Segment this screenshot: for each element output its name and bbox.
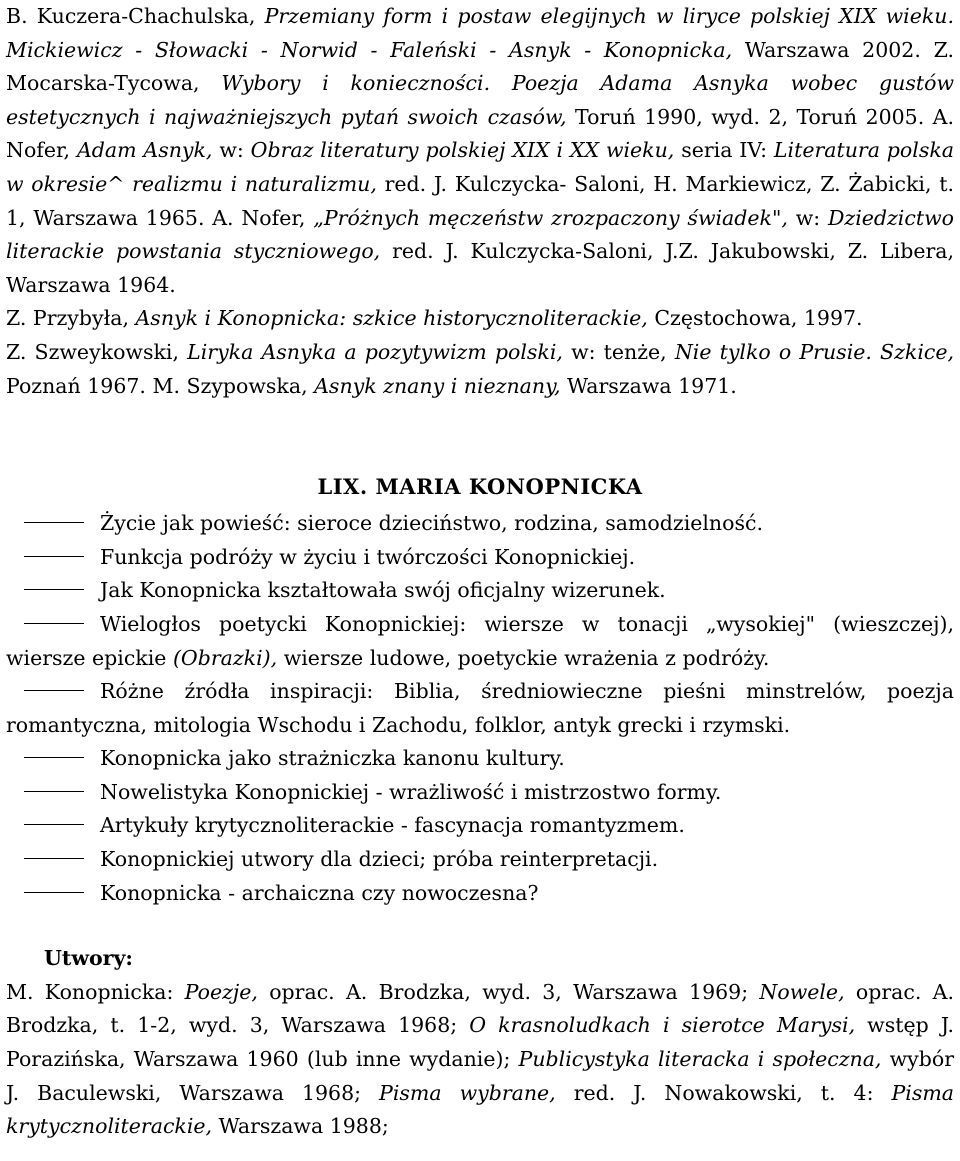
text-run: red. J. Kulczycka-Saloni, J.Z. Jakubowski, Z. Libera, Warszawa 1964. bbox=[6, 239, 954, 297]
italic-title: Poezje, bbox=[184, 979, 258, 1004]
italic-title: Nowele, bbox=[759, 979, 845, 1004]
document-page bbox=[6, 0, 954, 1144]
italic-title: Nie tylko o Prusie. Szkice, bbox=[674, 339, 954, 364]
text-run: Nowelistyka Konopnickiej - wrażliwość i mistrzostwo formy. bbox=[100, 779, 722, 804]
text-run: Poznań 1967. M. Szypowska, bbox=[6, 373, 315, 398]
bibliography-paragraph-3 bbox=[6, 336, 954, 403]
text-run: Konopnicka - archaiczna czy nowoczesna? bbox=[100, 880, 539, 905]
em-dash-marker bbox=[24, 522, 84, 523]
em-dash-marker bbox=[24, 623, 84, 624]
text-run: Warszawa 1988; bbox=[212, 1114, 389, 1139]
text-run: Toruń 1990, wyd. 2, Toruń 2005. A. Nofer, bbox=[6, 104, 954, 163]
topic-item bbox=[6, 843, 954, 877]
topic-item bbox=[6, 809, 954, 843]
text-run: Konopnicka jako strażniczka kanonu kultury. bbox=[100, 746, 565, 771]
text-run: seria IV: bbox=[674, 138, 774, 163]
works-heading: Utwory: bbox=[44, 946, 133, 971]
bibliography-paragraph-2 bbox=[6, 302, 954, 336]
text-run: red. J. Kulczycka- Saloni, H. Markiewicz, Z. Żabicki, t. 1, Warszawa 1965. A. Nofer, bbox=[6, 171, 954, 230]
text-run: Artykuły krytycznoliterackie - fascynacja romantyzmem. bbox=[100, 813, 685, 838]
text-run: w: bbox=[212, 138, 251, 163]
text-run: Różne źródła inspiracji: Biblia, średniowieczne pieśni minstrelów, poezja romantyczna, mitologia Wschodu i Zachodu, folklor, antyk grecki i rzymski. bbox=[6, 679, 954, 737]
italic-title: O krasnoludkach i sierotce Marysi, bbox=[469, 1013, 856, 1038]
text-run: w: tenże, bbox=[562, 339, 675, 364]
em-dash-marker bbox=[24, 791, 84, 792]
italic-title: Liryka Asnyka a pozytywizm polski, bbox=[187, 339, 563, 364]
italic-title: Literatura polska w okresie^ realizmu i naturalizmu, bbox=[6, 138, 954, 196]
bibliography-paragraph-1 bbox=[6, 0, 954, 302]
text-run: wybór J. Baculewski, Warszawa 1968; bbox=[6, 1047, 954, 1105]
text-run: red. J. Nowakowski, t. 4: bbox=[555, 1080, 892, 1105]
italic-title: „Próżnych męczeństw zrozpaczony świadek", bbox=[313, 205, 788, 230]
spacer bbox=[6, 403, 954, 467]
text-run: M. Konopnicka: bbox=[6, 979, 185, 1004]
topic-item bbox=[6, 675, 954, 742]
em-dash-marker bbox=[24, 757, 84, 758]
italic-title: Asnyk znany i nieznany, bbox=[314, 373, 561, 398]
topics-list bbox=[6, 507, 954, 910]
topic-item bbox=[6, 574, 954, 608]
text-run: wstęp J. Porazińska, Warszawa 1960 (lub inne wydanie); bbox=[6, 1013, 954, 1072]
text-run: Z. Przybyła, bbox=[6, 306, 136, 331]
em-dash-marker bbox=[24, 690, 84, 691]
topic-item bbox=[6, 608, 954, 675]
em-dash-marker bbox=[24, 824, 84, 825]
italic-title: Adam Asnyk, bbox=[76, 138, 213, 163]
text-run: Warszawa 2002. Z. Mocarska-Tycowa, bbox=[6, 37, 954, 96]
italic-title: Obraz literatury polskiej XIX i XX wieku, bbox=[250, 138, 675, 163]
em-dash-marker bbox=[24, 892, 84, 893]
italic-title: Pisma krytycznoliterackie, bbox=[6, 1080, 954, 1139]
em-dash-marker bbox=[24, 556, 84, 557]
text-run: Wielogłos poetycki Konopnickiej: wiersze w tonacji „wysokiej" (wieszczej), wiersze epickie bbox=[6, 611, 954, 670]
topic-item bbox=[6, 507, 954, 541]
text-run: oprac. A. Brodzka, wyd. 3, Warszawa 1969; bbox=[257, 979, 760, 1004]
text-run: oprac. A. Brodzka, t. 1-2, wyd. 3, Warszawa 1968; bbox=[6, 979, 954, 1038]
em-dash-marker bbox=[24, 858, 84, 859]
topic-item bbox=[6, 541, 954, 575]
italic-title: Dziedzictwo literackie powstania styczniowego, bbox=[6, 205, 954, 264]
italic-title: (Obrazki), bbox=[172, 645, 278, 670]
topic-item bbox=[6, 776, 954, 810]
text-run: Jak Konopnicka kształtowała swój oficjalny wizerunek. bbox=[100, 578, 666, 603]
topic-item bbox=[6, 742, 954, 776]
text-run: wiersze ludowe, poetyckie wrażenia z podróży. bbox=[277, 645, 770, 670]
italic-title: Przemiany form i postaw elegijnych w liryce polskiej XIX wieku. Mickiewicz - Słowacki - Norwid - Faleński - Asnyk - Konopnicka, bbox=[6, 4, 955, 62]
text-run: B. Kuczera-Chachulska, bbox=[6, 4, 265, 28]
section-title: LIX. MARIA KONOPNICKA bbox=[317, 474, 643, 500]
text-run: Życie jak powieść: sieroce dzieciństwo, rodzina, samodzielność. bbox=[100, 511, 763, 536]
em-dash-marker bbox=[24, 589, 84, 590]
italic-title: Asnyk i Konopnicka: szkice historycznoliterackie, bbox=[135, 306, 648, 331]
text-run: w: bbox=[787, 205, 828, 230]
text-run: Funkcja podróży w życiu i twórczości Konopnickiej. bbox=[100, 544, 636, 569]
text-run: Warszawa 1971. bbox=[560, 373, 737, 398]
text-run: Z. Szweykowski, bbox=[6, 339, 188, 364]
italic-title: Publicystyka literacka i społeczna, bbox=[518, 1047, 882, 1072]
spacer bbox=[6, 910, 954, 942]
topic-item bbox=[6, 877, 954, 911]
works-paragraph bbox=[6, 976, 954, 1144]
italic-title: Wybory i konieczności. Poezja Adama Asnyka wobec gustów estetycznych i najważniejszych pytań swoich czasów, bbox=[6, 71, 954, 129]
text-run: Konopnickiej utwory dla dzieci; próba reinterpretacji. bbox=[100, 847, 659, 872]
text-run: Częstochowa, 1997. bbox=[647, 306, 863, 331]
italic-title: Pisma wybrane, bbox=[379, 1080, 556, 1105]
